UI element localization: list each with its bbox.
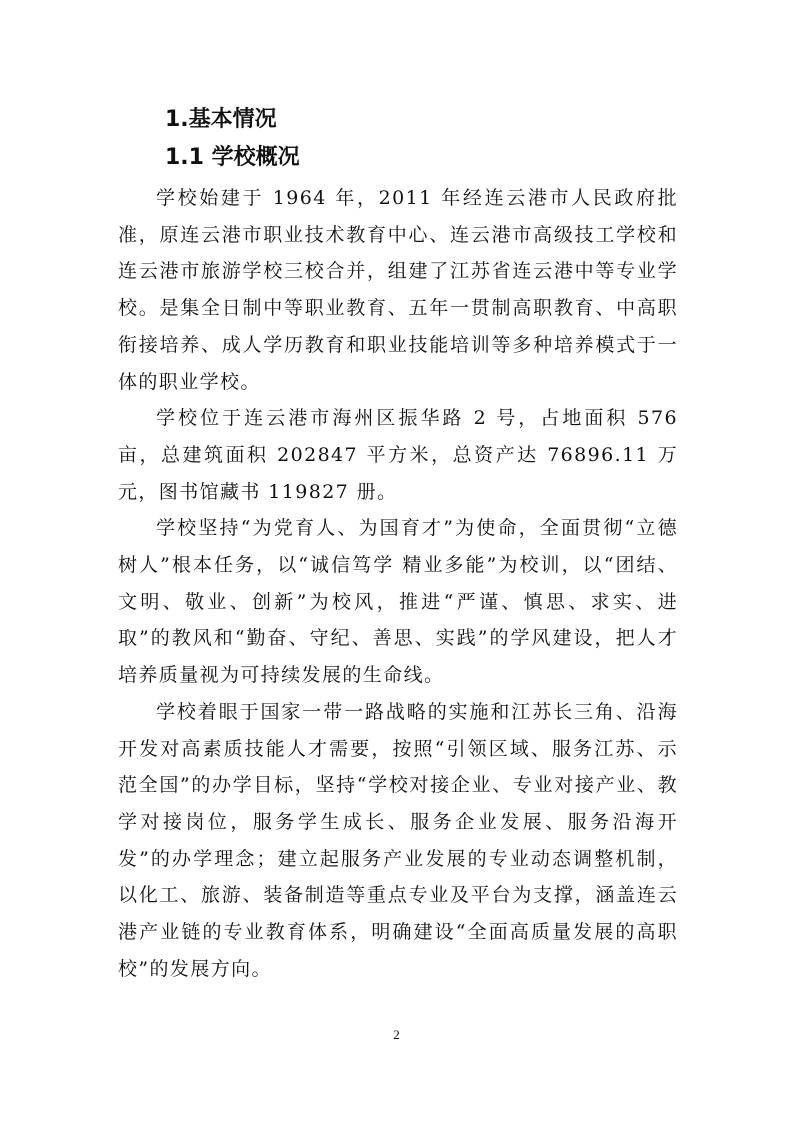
paragraph-founding: 学校始建于 1964 年，2011 年经连云港市人民政府批准，原连云港市职业技术教育中心、连云港市高级技工学校和连云港市旅游学校三校合并，组建了江苏省连云港中等专业学校。是集全日制中等职业教育、五年一贯制高职教育、中高职衔接培养、成人学历教育和职业技能培训等多种培养模式于一体的职业学校。 (118, 187, 678, 393)
page-number: 2 (393, 1027, 400, 1042)
body-text (118, 180, 678, 987)
paragraph-development-direction: 学校着眼于国家一带一路战略的实施和江苏长三角、沿海开发对高素质技能人才需要，按照“引领区域、服务江苏、示范全国”的办学目标，坚持“学校对接企业、专业对接产业、教学对接岗位，服务学生成长、服务企业发展、服务沿海开发”的办学理念；建立起服务产业发展的专业动态调整机制，以化工、旅游、装备制造等重点专业及平台为支撑，涵盖连云港产业链的专业教育体系，明确建设“全面高质量发展的高职校”的发展方向。 (118, 700, 678, 980)
paragraph-campus-facts: 学校位于连云港市海州区振华路 2 号，占地面积 576 亩，总建筑面积 202847 平方米，总资产达 76896.11 万元，图书馆藏书 119827 册。 (118, 407, 678, 503)
section-heading: 1.基本情况 (165, 107, 277, 132)
subsection-heading: 1.1 学校概况 (165, 145, 300, 170)
paragraph-mission-ethos: 学校坚持“为党育人、为国育才”为使命，全面贯彻“立德树人”根本任务，以“诚信笃学 精业多能”为校训，以“团结、文明、敬业、创新”为校风，推进“严谨、慎思、求实、进取”的教风和“勤奋、守纪、善思、实践”的学风建设，把人才培养质量视为可持续发展的生命线。 (118, 517, 678, 687)
